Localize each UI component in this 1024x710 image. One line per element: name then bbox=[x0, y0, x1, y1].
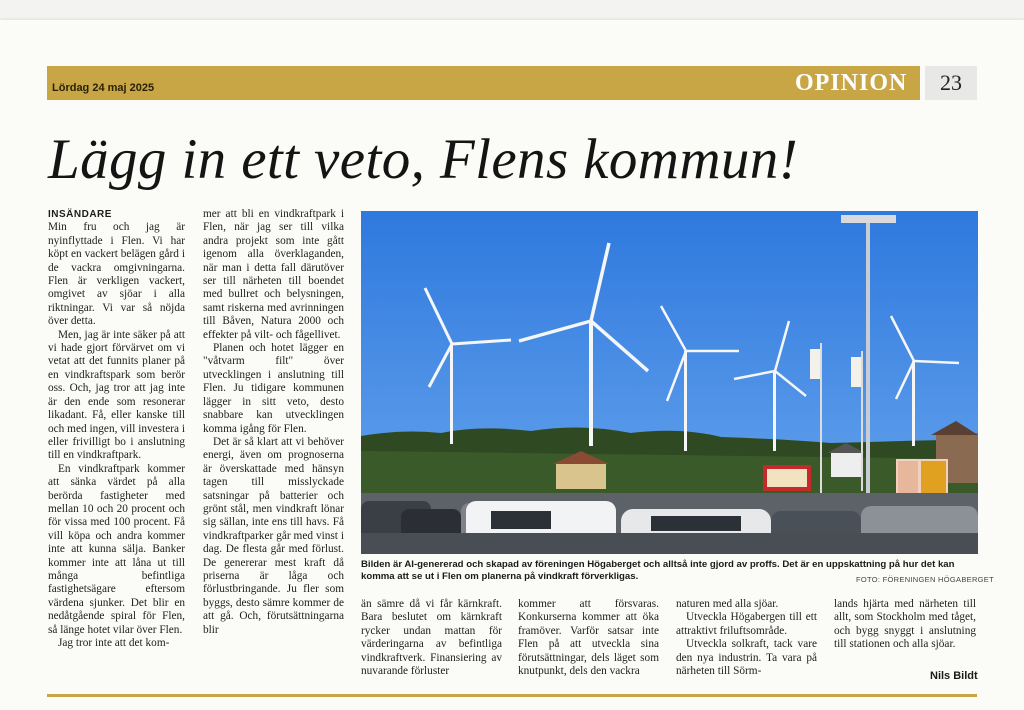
photo-caption: Bilden är AI-genererad och skapad av föreningen Högaberget och alltså inte gjord av proffs. Det är en uppskattning på hur det kan komma att se ut i Flen om planerna på vindkraft förverkligas. bbox=[361, 559, 955, 582]
page-number: 23 bbox=[925, 66, 977, 100]
paragraph: Utveckla Högabergen till ett attraktivt friluftsområde. bbox=[676, 611, 817, 637]
article-column-5 bbox=[676, 598, 817, 678]
paragraph: Min fru och jag är nyinflyttade i Flen. Vi har köpt en vackert belägen gård i de vackra omgivningarna. Flen är verkligen vackert, omgivet av sjöar i alla riktningar. Vi var så nöjda över detta. bbox=[48, 221, 185, 328]
article-column-2 bbox=[203, 208, 344, 637]
paragraph: Men, jag är inte säker på att vi hade gjort förvärvet om vi vetat att det funnits planer på en vindkraftspark som berör oss. Och, jag tror att jag inte är den ende som resonerar likadant. Få, eller kanske till och med ingen, vill investera i eller frivilligt bo i anslutning till en vindkraftpark. bbox=[48, 328, 185, 462]
article-column-1 bbox=[48, 208, 185, 650]
photo-credit: FOTO: FÖRENINGEN HÖGABERGET bbox=[856, 575, 994, 584]
paragraph: mer att bli en vindkraftpark i Flen, när jag ser till vilka andra projekt som inte gått igenom alla överklaganden, när man i detta fall därutöver ser till närheten till boendet med bullret och belysningen, samt riskerna med avrinningen till Båven, Natura 2000 och effekter på vilt- och fågellivet. bbox=[203, 208, 344, 341]
article-column-3 bbox=[361, 598, 502, 678]
wind-turbine-photo bbox=[361, 211, 978, 554]
paragraph: kommer att försvaras. Konkurserna kommer att öka framöver. Varför satsar inte Flen på att utveckla sina förutsättningar, dels läget som knutpunkt, dels den vackra bbox=[518, 598, 659, 678]
section-header-bar bbox=[47, 66, 920, 100]
paragraph: Utveckla solkraft, tack vare den nya industrin. Ta vara på närheten till Sörm- bbox=[676, 638, 817, 678]
paragraph: naturen med alla sjöar. bbox=[676, 598, 779, 610]
issue-date: Lördag 24 maj 2025 bbox=[52, 82, 155, 94]
article-headline: Lägg in ett veto, Flens kommun! bbox=[48, 128, 799, 191]
author-byline: Nils Bildt bbox=[930, 670, 978, 682]
paragraph: Det är så klart att vi behöver energi, även om prognoserna är överskattade med hänsyn tagen till misslyckade satsningar på batterier och grönt stål, men vindkraft lönar sig sällan, inte ens till havs. Få vindkraftparker går med vinst i dag. De flesta går med förlust. De genererar mest kraft då priserna är låga och förlustbringande. Ju fler som byggs, desto sämre kommer de att gå. Och, förutsättningarna blir bbox=[203, 435, 344, 636]
section-label: OPINION bbox=[795, 70, 908, 96]
article-column-4 bbox=[518, 598, 659, 678]
photo-illustration bbox=[361, 211, 978, 554]
paragraph: En vindkraftpark kommer att sänka värdet på alla berörda fastigheter med mellan 10 och 20 procent och för vissa med 100 procent. Få vill köpa och andra kommer inte att kunna sälja. Banker kommer inte att låna ut till många befintliga fastighetsägare eftersom värdena sjunker. Det blir en nedåtgående spiral för Flen, så länge hotet vilar över Flen. bbox=[48, 462, 185, 636]
article-column-6 bbox=[834, 598, 976, 652]
paragraph: Planen och hotet lägger en "våtvarm filt" över utvecklingen i anslutning till Flen. Ju tidigare kommunen lägger in sitt veto, desto snabbare kan utvecklingen komma igång för Flen. bbox=[203, 342, 344, 435]
bottom-rule bbox=[47, 694, 977, 697]
paragraph: Jag tror inte att det kom- bbox=[58, 637, 170, 649]
article-kicker: INSÄNDARE bbox=[48, 209, 112, 220]
paragraph: lands hjärta med närheten till allt, som Stockholm med tåget, och bygg snyggt i anslutning till stationen och alla sjöar. bbox=[834, 598, 976, 651]
paragraph: än sämre då vi får kärnkraft. Bara beslutet om kärnkraft rycker undan mattan för värderingarna av befintliga vindkraftverk. Finansiering av nuvarande förluster bbox=[361, 598, 502, 678]
